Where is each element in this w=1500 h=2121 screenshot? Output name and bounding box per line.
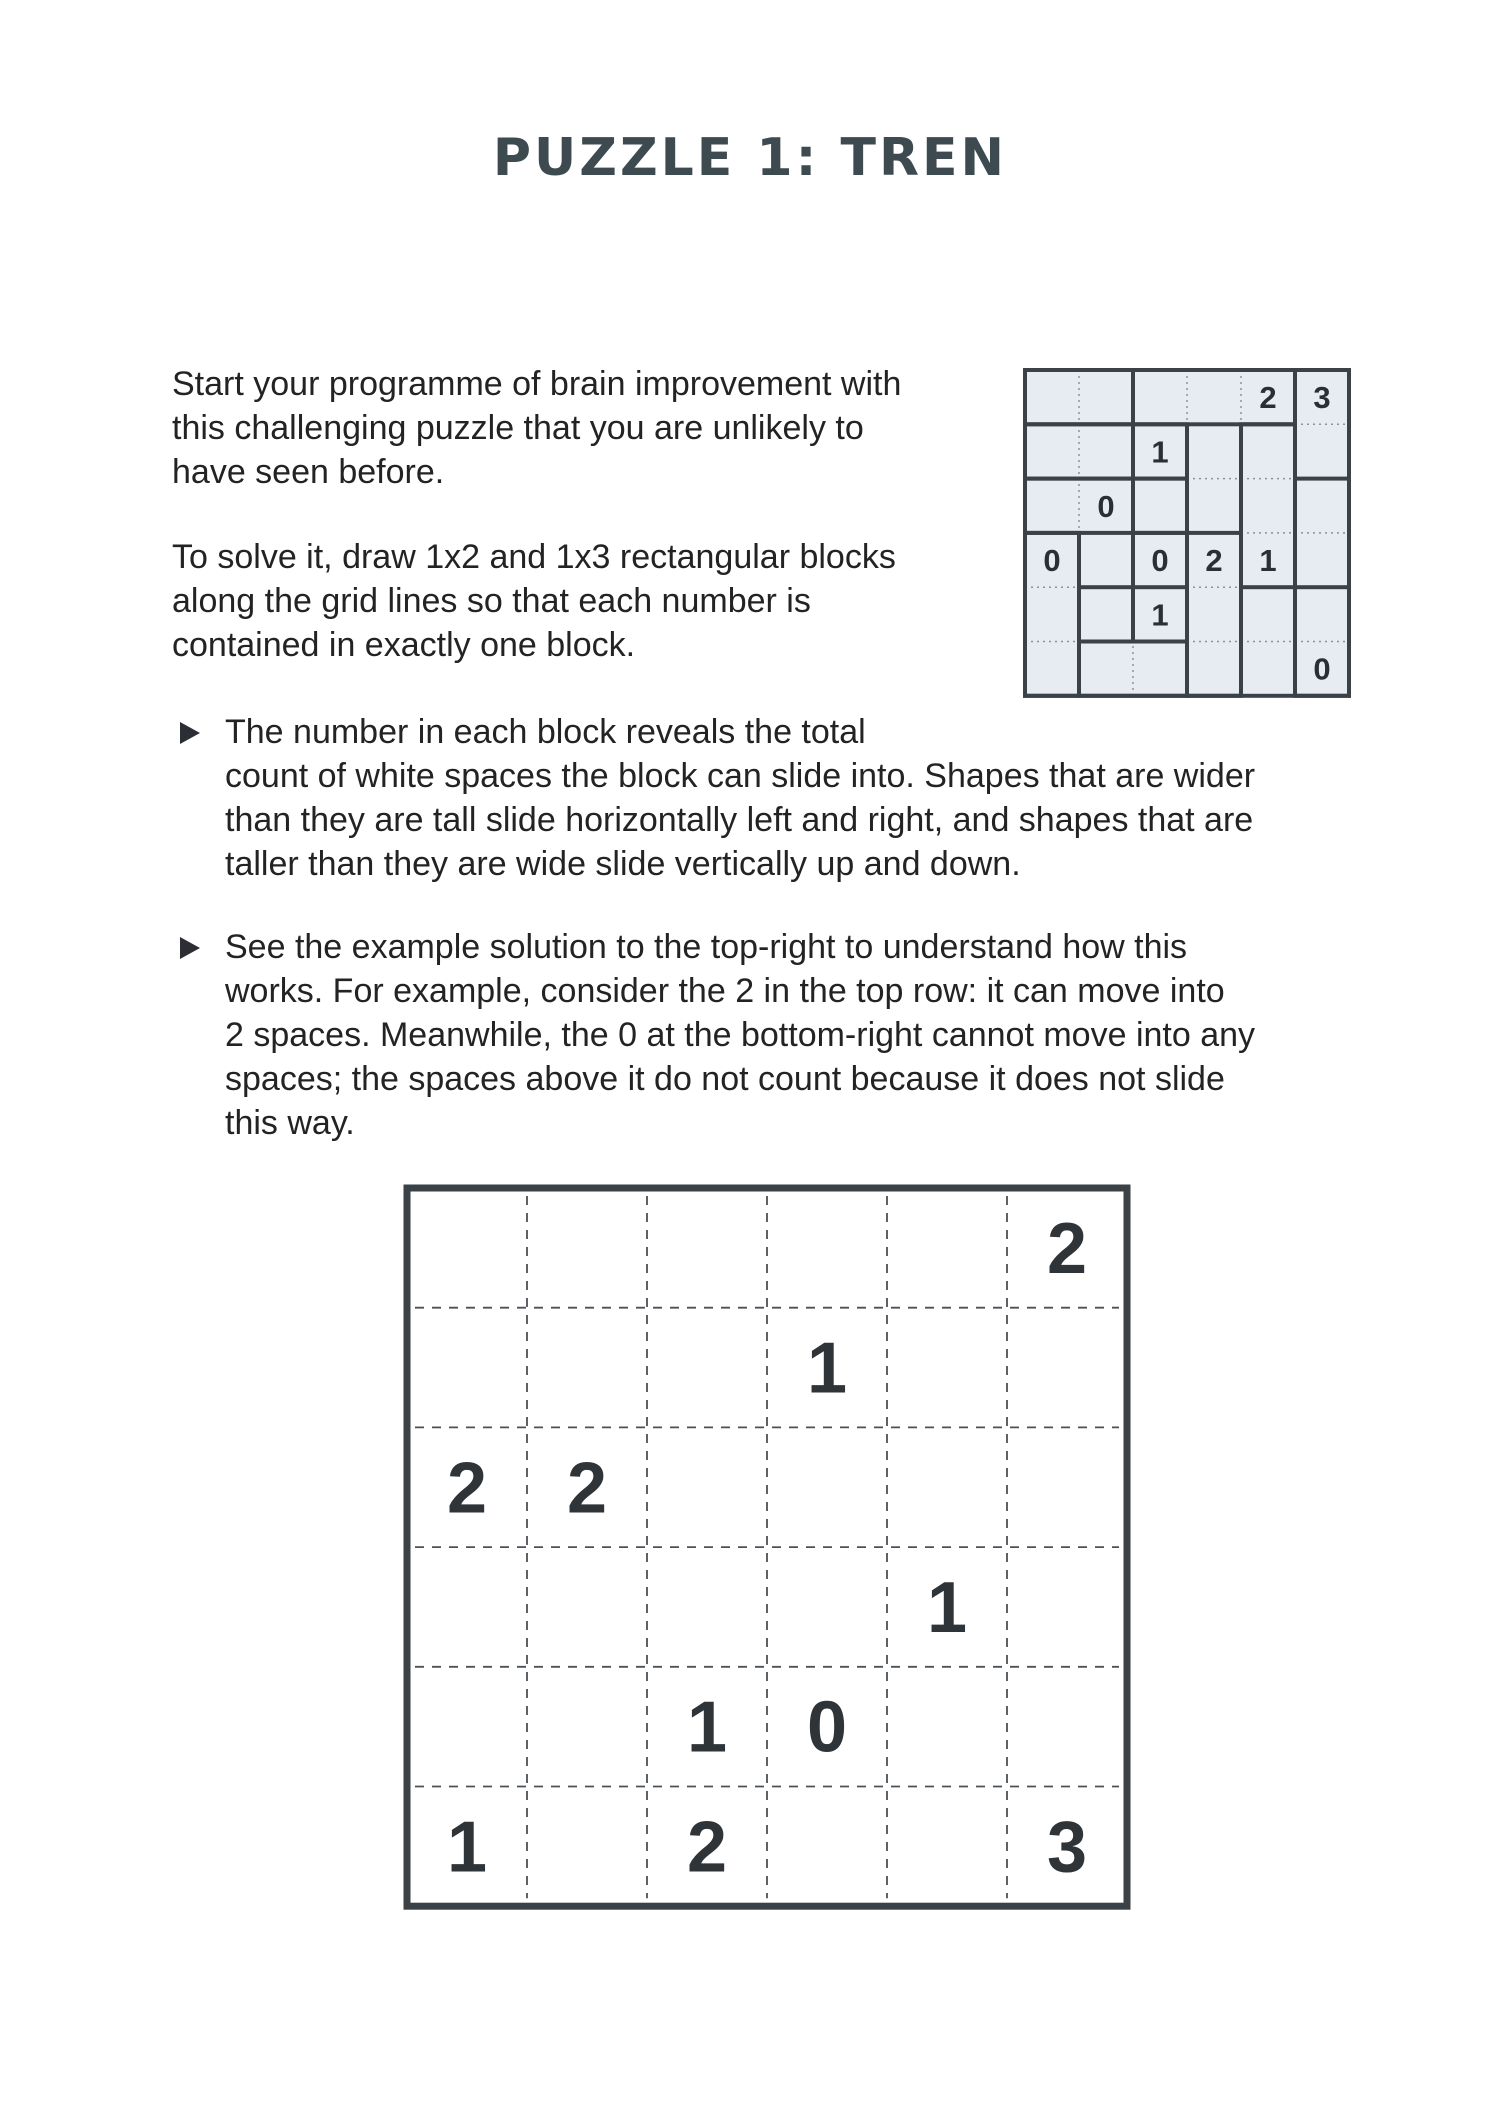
example-clue-number: 0 xyxy=(1043,543,1061,579)
bullet-line: this way. xyxy=(225,1104,355,1142)
bullet-line: than they are tall slide horizontally left and right, and shapes that are xyxy=(225,801,1254,839)
intro-line: Start your programme of brain improvement with xyxy=(172,365,902,403)
example-clue-number: 0 xyxy=(1097,488,1115,524)
puzzle-clue-number: 3 xyxy=(1046,1807,1088,1888)
example-clue-number: 1 xyxy=(1151,434,1169,470)
puzzle-clue-number: 2 xyxy=(686,1807,728,1888)
example-clue-number: 2 xyxy=(1205,543,1223,579)
bullet-line: taller than they are wide slide vertically up and down. xyxy=(225,845,1021,883)
example-clue-number: 0 xyxy=(1313,651,1331,687)
puzzle-cell[interactable] xyxy=(887,1188,1007,1308)
puzzle-cell[interactable] xyxy=(1007,1308,1127,1428)
puzzle-cell[interactable] xyxy=(407,1667,527,1787)
puzzle-clue-number: 2 xyxy=(566,1448,608,1529)
intro-line: this challenging puzzle that you are unlikely to xyxy=(172,409,864,447)
puzzle-cell[interactable] xyxy=(407,1547,527,1667)
bullet-triangle-icon xyxy=(180,722,200,744)
puzzle-clue-number: 1 xyxy=(926,1567,968,1648)
puzzle-cell[interactable] xyxy=(527,1308,647,1428)
page-title: PUZZLE 1: TREN xyxy=(492,128,1008,188)
puzzle-grid[interactable] xyxy=(402,1183,1134,1911)
puzzle-cell[interactable] xyxy=(647,1427,767,1547)
example-clue-number: 1 xyxy=(1259,543,1277,579)
example-clue-number: 1 xyxy=(1151,597,1169,633)
puzzle-clue-number: 2 xyxy=(1046,1208,1088,1289)
puzzle-cell[interactable] xyxy=(887,1308,1007,1428)
intro-paragraph-2 xyxy=(172,535,972,667)
puzzle-cell[interactable] xyxy=(407,1308,527,1428)
intro-line: To solve it, draw 1x2 and 1x3 rectangular blocks xyxy=(172,538,896,576)
intro-line: have seen before. xyxy=(172,453,445,491)
puzzle-clue-number: 1 xyxy=(806,1328,848,1409)
bullet-line: works. For example, consider the 2 in the top row: it can move into xyxy=(225,972,1225,1010)
puzzle-cell[interactable] xyxy=(887,1427,1007,1547)
example-clue-number: 0 xyxy=(1151,543,1169,579)
puzzle-clue-number: 2 xyxy=(446,1448,488,1529)
puzzle-cell[interactable] xyxy=(527,1188,647,1308)
example-clue-number: 2 xyxy=(1259,380,1277,416)
intro-line: along the grid lines so that each number is xyxy=(172,582,811,620)
puzzle-cell[interactable] xyxy=(1007,1547,1127,1667)
puzzle-clue-number: 1 xyxy=(686,1687,728,1768)
puzzle-cell[interactable] xyxy=(767,1188,887,1308)
example-clue-number: 3 xyxy=(1313,380,1331,416)
puzzle-cell[interactable] xyxy=(527,1667,647,1787)
bullet-line: The number in each block reveals the total xyxy=(225,713,866,751)
puzzle-cell[interactable] xyxy=(887,1787,1007,1907)
puzzle-cell[interactable] xyxy=(887,1667,1007,1787)
puzzle-cell[interactable] xyxy=(407,1188,527,1308)
intro-line: contained in exactly one block. xyxy=(172,626,636,664)
puzzle-clue-number: 1 xyxy=(446,1807,488,1888)
puzzle-cell[interactable] xyxy=(647,1308,767,1428)
bullet-line: See the example solution to the top-right to understand how this xyxy=(225,928,1188,966)
intro-paragraph-1 xyxy=(172,362,972,494)
puzzle-cell[interactable] xyxy=(527,1547,647,1667)
example-solution-grid xyxy=(1022,367,1351,699)
puzzle-cell[interactable] xyxy=(527,1787,647,1907)
puzzle-cell[interactable] xyxy=(767,1787,887,1907)
bullet-line: count of white spaces the block can slide into. Shapes that are wider xyxy=(225,757,1256,795)
bullet-triangle-icon xyxy=(180,937,200,959)
puzzle-cell[interactable] xyxy=(767,1547,887,1667)
bullet-line: 2 spaces. Meanwhile, the 0 at the bottom-right cannot move into any xyxy=(225,1016,1256,1054)
puzzle-cell[interactable] xyxy=(1007,1667,1127,1787)
puzzle-cell[interactable] xyxy=(1007,1427,1127,1547)
bullet-line: spaces; the spaces above it do not count because it does not slide xyxy=(225,1060,1225,1098)
puzzle-clue-number: 0 xyxy=(806,1687,848,1768)
puzzle-cell[interactable] xyxy=(647,1188,767,1308)
puzzle-cell[interactable] xyxy=(647,1547,767,1667)
puzzle-cell[interactable] xyxy=(767,1427,887,1547)
